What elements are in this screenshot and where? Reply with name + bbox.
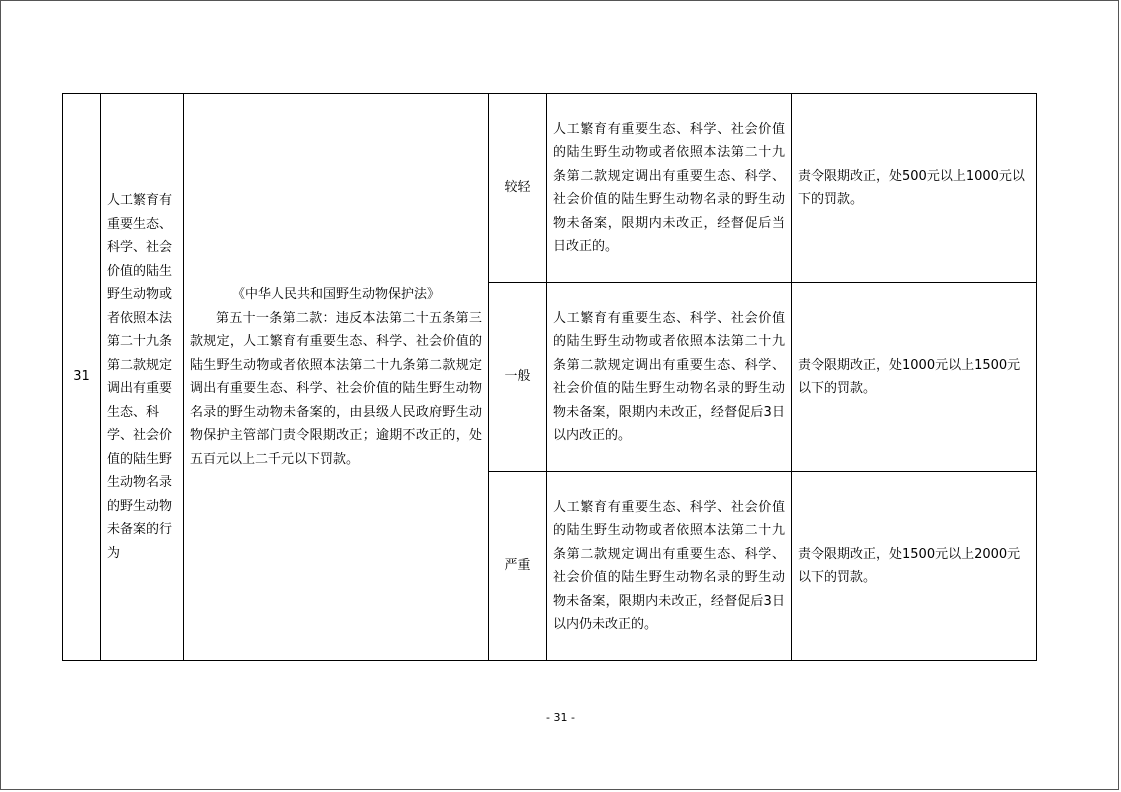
law-title: 《中华人民共和国野生动物保护法》 [231,287,440,302]
penalty-standard-table [62,93,1037,661]
circumstance: 人工繁育有重要生态、科学、社会价值的陆生野生动物或者依照本法第二十九条第二款规定调出有重要生态、科学、社会价值的陆生野生动物名录的野生动物未备案，限期内未改正，经督促后3日以内仍未改正的。 [547,472,792,661]
law-clause: 第五十一条第二款：违反本法第二十五条第三款规定，人工繁育有重要生态、科学、社会价值的陆生野生动物或者依照本法第二十九条第二款规定调出有重要生态、科学、社会价值的陆生野生动物名录的野生动物未备案的，由县级人民政府野生动物保护主管部门责令限期改正；逾期不改正的，处五百元以上二千元以下罚款。 [190,310,482,467]
item-number: 31 [63,94,101,661]
penalty: 责令限期改正，处1500元以上2000元以下的罚款。 [792,472,1037,661]
severity-level: 较轻 [489,94,547,283]
legal-basis [184,94,489,661]
penalty: 责令限期改正，处1000元以上1500元以下的罚款。 [792,283,1037,472]
penalty: 责令限期改正，处500元以上1000元以下的罚款。 [792,94,1037,283]
table-row [63,94,1037,283]
severity-level: 严重 [489,472,547,661]
violation-act: 人工繁育有重要生态、科学、社会价值的陆生野生动物或者依照本法第二十九条第二款规定调出有重要生态、科学、社会价值的陆生野生动物名录的野生动物未备案的行为 [101,94,184,661]
circumstance: 人工繁育有重要生态、科学、社会价值的陆生野生动物或者依照本法第二十九条第二款规定调出有重要生态、科学、社会价值的陆生野生动物名录的野生动物未备案，限期内未改正，经督促后当日改正的。 [547,94,792,283]
severity-level: 一般 [489,283,547,472]
page-number: - 31 - [546,711,575,724]
circumstance: 人工繁育有重要生态、科学、社会价值的陆生野生动物或者依照本法第二十九条第二款规定调出有重要生态、科学、社会价值的陆生野生动物名录的野生动物未备案，限期内未改正，经督促后3日以内改正的。 [547,283,792,472]
